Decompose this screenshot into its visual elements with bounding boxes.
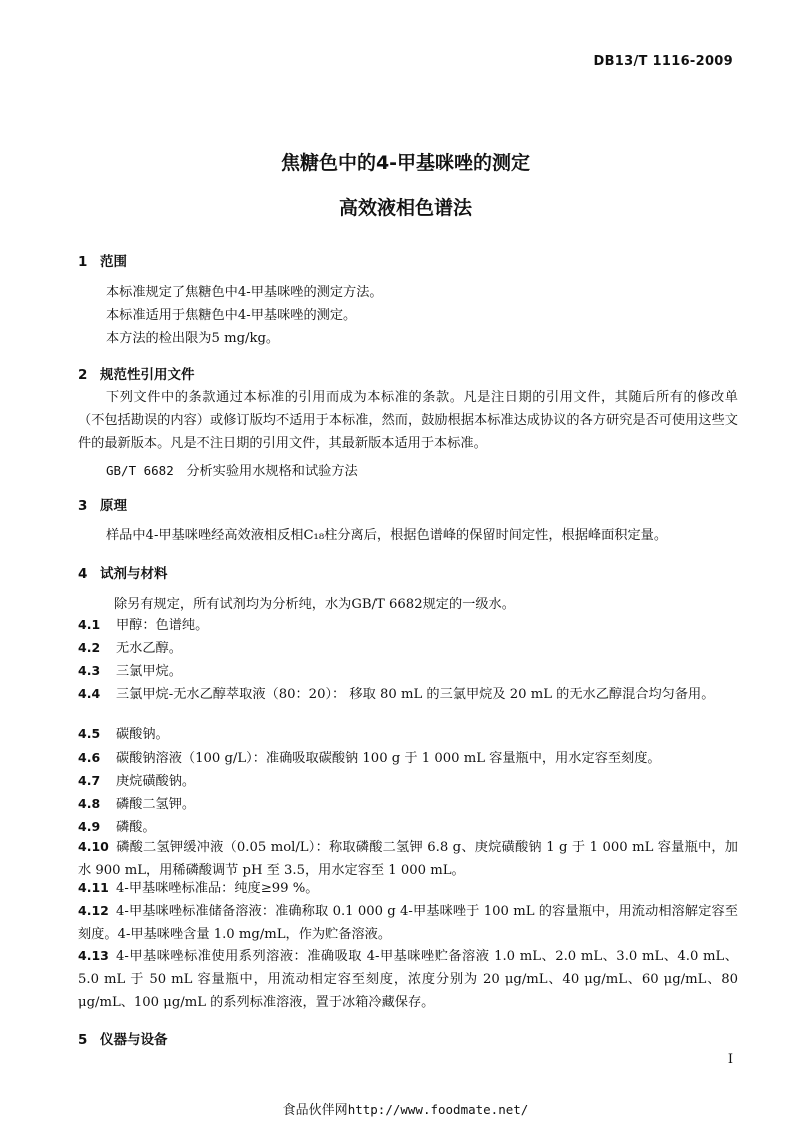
item-number: 4.10: [78, 839, 109, 854]
section-4-heading: [78, 562, 168, 582]
item-number: 4.9: [78, 819, 101, 834]
reagent-item: [78, 722, 738, 746]
reagent-item: [78, 899, 738, 946]
item-number: 4.8: [78, 796, 101, 811]
principle-paragraph: 样品中4-甲基咪唑经高效液相反相C₁₈柱分离后，根据色谱峰的保留时间定性，根据峰面积定量。: [106, 528, 668, 543]
section-3-heading: [78, 494, 127, 514]
item-number: 4.6: [78, 750, 101, 765]
section-number: 4: [78, 566, 88, 582]
section-number: 2: [78, 367, 88, 383]
item-number: 4.13: [78, 948, 109, 963]
item-text: 碳酸钠。: [116, 727, 169, 742]
references-paragraph: 下列文件中的条款通过本标准的引用而成为本标准的条款。凡是注日期的引用文件，其随后所有的修改单（不包括勘误的内容）或修订版均不适用于本标准，然而，鼓励根据本标准达成协议的各方研究是否可使用这些文件的最新版本。凡是不注日期的引用文件，其最新版本适用于本标准。: [78, 390, 738, 451]
section-title: 范围: [100, 254, 127, 270]
reagent-item: [78, 944, 738, 1014]
footer-site-name: 食品伙伴网: [282, 1103, 348, 1118]
reference-title: 分析实验用水规格和试验方法: [186, 464, 358, 479]
reference-code: GB/T 6682: [106, 463, 174, 478]
footer-url[interactable]: http://www.foodmate.net/: [347, 1102, 529, 1117]
reagent-item: [78, 746, 738, 770]
section-title: 规范性引用文件: [100, 367, 195, 383]
standard-code: DB13/T 1116-2009: [593, 54, 733, 69]
section-1-heading: [78, 250, 127, 270]
item-text: 无水乙醇。: [116, 641, 182, 656]
scope-line-2: 本标准适用于焦糖色中4-甲基咪唑的测定。: [106, 308, 357, 323]
scope-line-1: 本标准规定了焦糖色中4-甲基咪唑的测定方法。: [106, 285, 383, 300]
item-text: 碳酸钠溶液（100 g/L）：准确吸取碳酸钠 100 g 于 1 000 mL 容量瓶中，用水定容至刻度。: [116, 751, 661, 766]
item-text: 庚烷磺酸钠。: [116, 774, 196, 789]
section-title: 试剂与材料: [100, 566, 168, 582]
scope-line-3: 本方法的检出限为5 mg/kg。: [106, 331, 280, 346]
item-text: 三氯甲烷-无水乙醇萃取液（80：20）： 移取 80 mL 的三氯甲烷及 20 mL 的无水乙醇混合均匀备用。: [116, 687, 715, 702]
section-number: 5: [78, 1032, 88, 1048]
item-text: 4-甲基咪唑标准储备溶液：准确称取 0.1 000 g 4-甲基咪唑于 100 mL 的容量瓶中，用流动相溶解定容至刻度。4-甲基咪唑含量 1.0 mg/mL，作为贮备溶液。: [78, 904, 738, 942]
reagent-item: [78, 636, 738, 660]
document-subtitle: 高效液相色谱法: [338, 197, 472, 219]
reagent-item: [78, 876, 738, 900]
reagent-item: [78, 792, 738, 816]
section-2-heading: [78, 363, 195, 383]
reagent-item: [78, 835, 738, 882]
item-number: 4.11: [78, 880, 109, 895]
page-number: I: [727, 1052, 733, 1067]
item-number: 4.1: [78, 617, 101, 632]
reagent-item: [78, 659, 738, 683]
item-number: 4.12: [78, 903, 109, 918]
item-number: 4.7: [78, 773, 101, 788]
section-5-heading: [78, 1028, 168, 1048]
reference-entry: [106, 459, 358, 483]
reagent-item: [78, 769, 738, 793]
item-text: 磷酸二氢钾。: [116, 797, 196, 812]
item-number: 4.2: [78, 640, 101, 655]
item-text: 4-甲基咪唑标准使用系列溶液：准确吸取 4-甲基咪唑贮备溶液 1.0 mL、2.0 mL、3.0 mL、4.0 mL、5.0 mL 于 50 mL 容量瓶中，用流动相定容至刻度，浓度分别为 20 μg/mL、40 μg/mL、60 μg/mL、80 μg/mL、100 μg/mL 的系列标准溶液，置于冰箱冷藏保存。: [78, 949, 738, 1010]
section-number: 3: [78, 498, 88, 514]
reagent-item: [78, 682, 738, 706]
reagent-item: [78, 613, 738, 637]
footer: [0, 1099, 811, 1118]
item-number: 4.4: [78, 686, 101, 701]
reagents-intro: 除另有规定，所有试剂均为分析纯，水为GB/T 6682规定的一级水。: [114, 597, 515, 612]
section-title: 原理: [100, 498, 127, 514]
document-title: 焦糖色中的4-甲基咪唑的测定: [280, 152, 531, 174]
section-number: 1: [78, 254, 88, 270]
item-text: 磷酸二氢钾缓冲液（0.05 mol/L）：称取磷酸二氢钾 6.8 g、庚烷磺酸钠 1 g 于 1 000 mL 容量瓶中，加水 900 mL，用稀磷酸调节 pH 至 3.5，用水定容至 1 000 mL。: [78, 840, 738, 878]
item-text: 4-甲基咪唑标准品：纯度≥99 %。: [116, 881, 319, 896]
item-text: 甲醇：色谱纯。: [116, 618, 209, 633]
item-number: 4.5: [78, 726, 101, 741]
item-number: 4.3: [78, 663, 101, 678]
item-text: 磷酸。: [116, 820, 156, 835]
item-text: 三氯甲烷。: [116, 664, 182, 679]
section-title: 仪器与设备: [100, 1032, 168, 1048]
